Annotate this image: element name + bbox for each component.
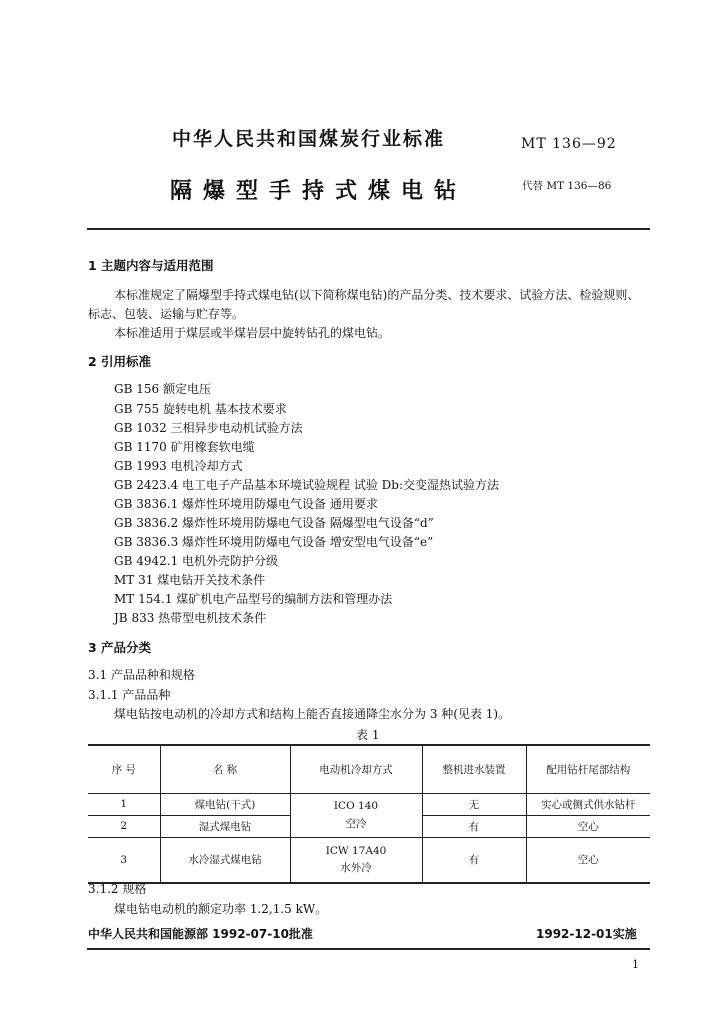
ref-item: MT 31 煤电钻开关技术条件 — [114, 573, 266, 587]
subsection-3-1: 3.1 产品品种和规格 — [88, 668, 195, 682]
cell-cooling-shared — [290, 793, 422, 837]
ref-item: JB 833 热带型电机技术条件 — [114, 611, 267, 625]
ref-item: GB 1993 电机冷却方式 — [114, 459, 243, 473]
footer-rule — [87, 948, 650, 950]
section-1-para1-line1: 本标准规定了隔爆型手持式煤电钻(以下简称煤电钻)的产品分类、技术要求、试验方法、检验规则、 — [114, 288, 640, 302]
section-1-para2: 本标准适用于煤层或半煤岩层中旋转钻孔的煤电钻。 — [114, 326, 391, 340]
ref-item: GB 4942.1 电机外壳防护分级 — [114, 554, 279, 568]
subsection-3-1-1-text: 煤电钻按电动机的冷却方式和结构上能否直接通降尘水分为 3 种(见表 1)。 — [114, 707, 511, 721]
supersedes-note: 代替 MT 136—86 — [522, 180, 612, 192]
cell-cooling-line1: ICW 17A40 — [325, 844, 387, 857]
table-row — [88, 793, 650, 815]
approval-line: 中华人民共和国能源部 1992-07-10批准 — [88, 927, 313, 941]
section-1-heading: 1 主题内容与适用范围 — [88, 258, 214, 273]
ref-item: GB 1170 矿用橡套软电缆 — [114, 440, 255, 454]
cell-water-inlet: 有 — [422, 815, 526, 837]
cell-water-inlet: 有 — [422, 837, 526, 883]
ref-item: GB 1032 三相异步电动机试验方法 — [114, 421, 303, 435]
page-number: 1 — [632, 958, 639, 971]
section-1-para1-line2: 标志、包装、运输与贮存等。 — [88, 307, 245, 321]
cell-cooling-line2: 水外冷 — [340, 861, 372, 874]
table-header-row — [88, 745, 650, 793]
standard-name: 隔爆型手持式煤电钻 — [170, 179, 468, 204]
ref-item: MT 154.1 煤矿机电产品型号的编制方法和管理办法 — [114, 592, 393, 606]
col-header-number: 序 号 — [88, 745, 160, 793]
implementation-date: 1992-12-01实施 — [536, 927, 637, 941]
ref-item: GB 3836.1 爆炸性环境用防爆电气设备 通用要求 — [114, 497, 378, 511]
cell-cooling — [290, 837, 422, 883]
cell-rod-structure: 实心或侧式供水钻杆 — [526, 793, 650, 815]
subsection-3-1-1: 3.1.1 产品品种 — [88, 688, 171, 702]
section-2-heading: 2 引用标准 — [88, 354, 152, 369]
cell-name: 湿式煤电钻 — [160, 815, 290, 837]
ref-item: GB 3836.3 爆炸性环境用防爆电气设备 增安型电气设备“e” — [114, 535, 434, 549]
col-header-rod-structure: 配用钻杆尾部结构 — [526, 745, 650, 793]
table-row — [88, 837, 650, 883]
cell-rod-structure: 空心 — [526, 815, 650, 837]
cell-number: 2 — [88, 815, 160, 837]
table-caption: 表 1 — [356, 728, 380, 742]
cell-water-inlet: 无 — [422, 793, 526, 815]
col-header-water-inlet: 整机进水装置 — [422, 745, 526, 793]
ref-item: GB 3836.2 爆炸性环境用防爆电气设备 隔爆型电气设备“d” — [114, 516, 434, 530]
ref-item: GB 156 额定电压 — [114, 382, 211, 396]
standard-code: MT 136—92 — [521, 136, 617, 152]
cell-rod-structure: 空心 — [526, 837, 650, 883]
ref-item: GB 755 旋转电机 基本技术要求 — [114, 402, 287, 416]
cell-number: 3 — [88, 837, 160, 883]
subsection-3-1-2-text: 煤电钻电动机的额定功率 1.2,1.5 kW。 — [114, 902, 328, 916]
cell-cooling-line1: ICO 140 — [333, 799, 379, 812]
cell-cooling-line2: 空冷 — [345, 817, 367, 830]
col-header-name: 名 称 — [160, 745, 290, 793]
product-variety-table — [88, 744, 650, 884]
subsection-3-1-2: 3.1.2 规格 — [88, 882, 147, 896]
ref-item: GB 2423.4 电工电子产品基本环境试验规程 试验 Db:交变湿热试验方法 — [114, 478, 499, 492]
cell-number: 1 — [88, 793, 160, 815]
standard-org-title: 中华人民共和国煤炭行业标准 — [172, 128, 446, 150]
cell-name: 煤电钻(干式) — [160, 793, 290, 815]
section-3-heading: 3 产品分类 — [88, 640, 152, 655]
col-header-cooling: 电动机冷却方式 — [290, 745, 422, 793]
header-rule — [87, 228, 650, 230]
cell-name: 水冷湿式煤电钻 — [160, 837, 290, 883]
